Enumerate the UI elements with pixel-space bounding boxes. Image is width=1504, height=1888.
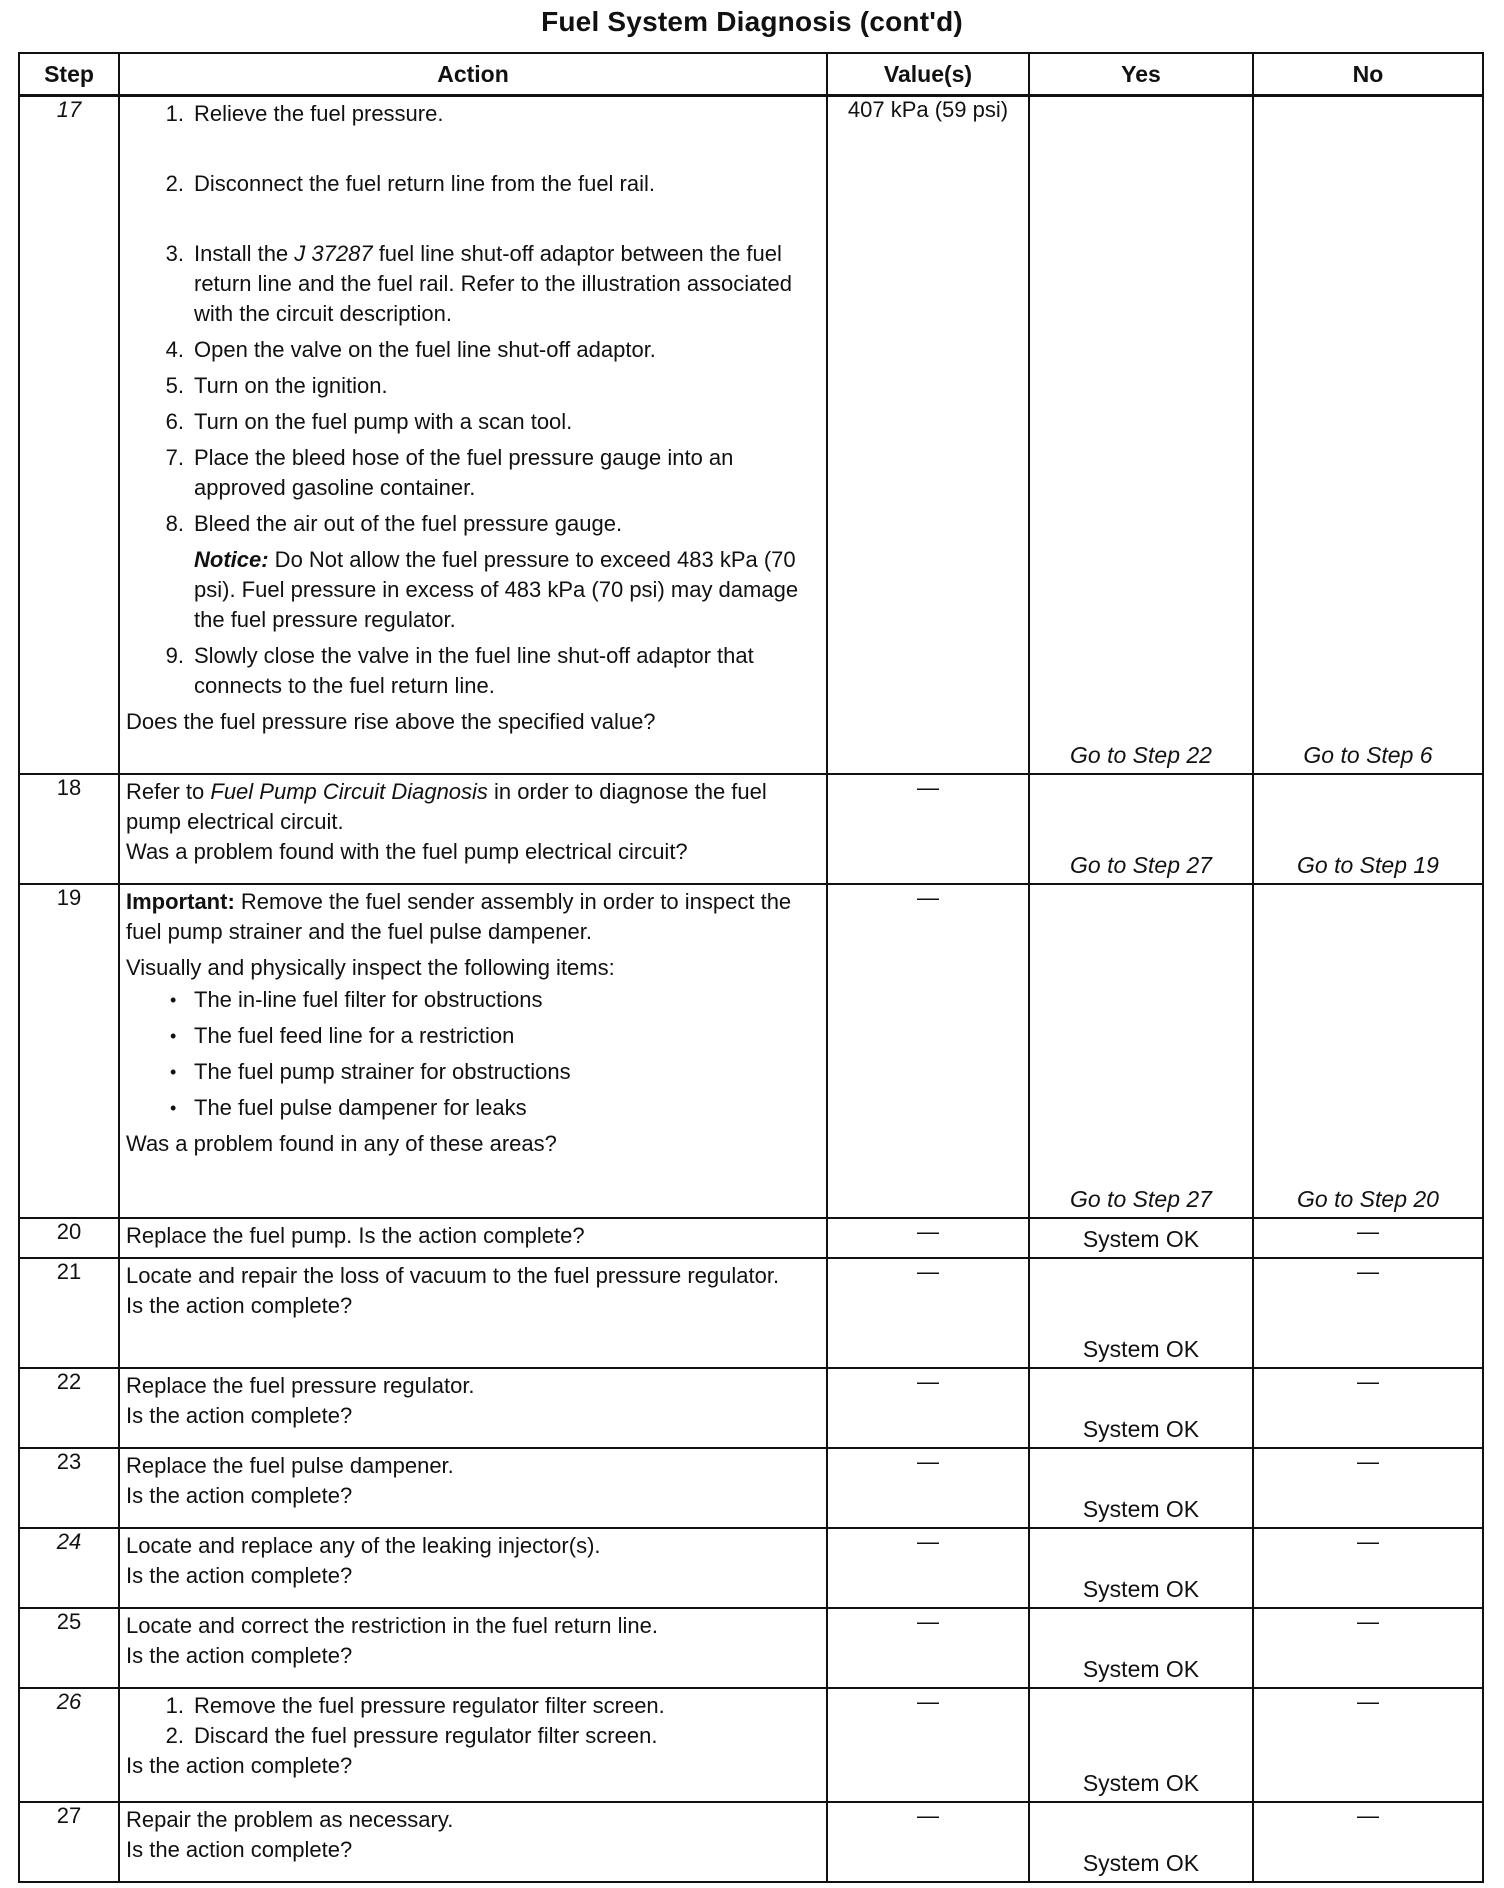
header-step: Step (19, 53, 119, 96)
action-cell (119, 774, 827, 884)
yes-cell (1029, 884, 1253, 1218)
yes-cell (1029, 1448, 1253, 1528)
yes-result: System OK (1082, 1495, 1200, 1522)
yes-cell (1029, 1368, 1253, 1448)
value-cell: — (827, 1608, 1029, 1688)
yes-cell (1029, 1528, 1253, 1608)
table-row (19, 1218, 1483, 1258)
step-question: Was a problem found in any of these areas? (126, 1130, 557, 1156)
step-number: 21 (19, 1258, 119, 1368)
step-number: 20 (19, 1218, 119, 1258)
action-text: Replace the fuel pulse dampener. (126, 1452, 454, 1478)
no-cell: — (1253, 1528, 1483, 1608)
notice-note: Notice: Do Not allow the fuel pressure to exceed 483 kPa (70 psi). Fuel pressure in excess of 483 kPa (70 psi) may damage the fuel pressure regulator. (194, 547, 799, 632)
inspect-intro: Visually and physically inspect the following items: (126, 954, 615, 980)
step-question: Does the fuel pressure rise above the specified value? (126, 709, 656, 734)
table-row (19, 1258, 1483, 1368)
list-item: • The fuel pulse dampener for leaks (126, 1093, 822, 1123)
action-text: Locate and repair the loss of vacuum to the fuel pressure regulator. (126, 1262, 780, 1288)
no-cell: — (1253, 1368, 1483, 1448)
yes-cell (1029, 1258, 1253, 1368)
table-row (19, 1802, 1483, 1882)
table-row (19, 1608, 1483, 1688)
list-item: 2. Discard the fuel pressure regulator filter screen. (165, 1722, 658, 1748)
yes-result: Go to Step 27 (1070, 851, 1212, 878)
action-cell (119, 1688, 827, 1802)
list-item: • The fuel feed line for a restriction (126, 1021, 822, 1051)
header-value: Value(s) (827, 53, 1029, 96)
header-action: Action (119, 53, 827, 96)
yes-result: System OK (1082, 1225, 1200, 1252)
action-text: Locate and replace any of the leaking injector(s). (126, 1532, 601, 1558)
step-question: Was a problem found with the fuel pump electrical circuit? (126, 838, 688, 864)
table-row (19, 1368, 1483, 1448)
action-cell (119, 1258, 827, 1368)
action-cell (119, 1218, 827, 1258)
table-row (19, 1528, 1483, 1608)
table-row (19, 1448, 1483, 1528)
list-item: 9. Slowly close the valve in the fuel line shut-off adaptor that connects to the fuel return line. (165, 643, 754, 698)
list-item: 1. Remove the fuel pressure regulator filter screen. (165, 1692, 665, 1718)
step-question: Is the action complete? (126, 1402, 353, 1428)
step-number: 24 (19, 1528, 119, 1608)
table-row (19, 96, 1483, 774)
step-question: Is the action complete? (126, 1292, 353, 1318)
table-row (19, 884, 1483, 1218)
yes-result: System OK (1082, 1575, 1200, 1602)
table-row (19, 774, 1483, 884)
yes-cell (1029, 96, 1253, 774)
action-text: Replace the fuel pressure regulator. (126, 1372, 475, 1398)
action-cell (119, 1802, 827, 1882)
action-text: Locate and correct the restriction in the fuel return line. (126, 1612, 658, 1638)
list-item: • The fuel pump strainer for obstructions (126, 1057, 822, 1087)
yes-cell (1029, 1802, 1253, 1882)
action-cell (119, 1528, 827, 1608)
page-title: Fuel System Diagnosis (cont'd) (541, 6, 963, 37)
step-number: 27 (19, 1802, 119, 1882)
action-cell (119, 1368, 827, 1448)
value-cell: — (827, 1258, 1029, 1368)
value-cell: — (827, 1802, 1029, 1882)
step-number: 17 (19, 96, 119, 774)
step-question: Is the action complete? (126, 1562, 353, 1588)
header-no: No (1253, 53, 1483, 96)
step-number: 19 (19, 884, 119, 1218)
yes-result: System OK (1082, 1849, 1200, 1876)
step-number: 23 (19, 1448, 119, 1528)
list-item: 8. Bleed the air out of the fuel pressure gauge. (165, 511, 623, 536)
no-cell (1253, 774, 1483, 884)
no-cell: — (1253, 1218, 1483, 1258)
no-result: Go to Step 6 (1303, 741, 1433, 768)
no-cell (1253, 96, 1483, 774)
action-cell (119, 1448, 827, 1528)
no-cell (1253, 884, 1483, 1218)
value-cell: — (827, 1528, 1029, 1608)
step-number: 22 (19, 1368, 119, 1448)
value-cell: — (827, 1688, 1029, 1802)
yes-result: Go to Step 22 (1070, 741, 1212, 768)
value-cell: — (827, 1218, 1029, 1258)
yes-result: System OK (1082, 1415, 1200, 1442)
no-cell: — (1253, 1258, 1483, 1368)
yes-result: System OK (1082, 1655, 1200, 1682)
list-item: • The in-line fuel filter for obstructions (126, 985, 822, 1015)
value-cell: — (827, 884, 1029, 1218)
list-item: 5. Turn on the ignition. (165, 373, 388, 398)
step-question: Is the action complete? (126, 1642, 353, 1668)
yes-cell (1029, 1608, 1253, 1688)
action-text: Replace the fuel pump. Is the action complete? (126, 1222, 585, 1248)
inspection-list (126, 985, 822, 1123)
list-item: 1. Relieve the fuel pressure. (165, 101, 444, 126)
list-item: 2. Disconnect the fuel return line from the fuel rail. (165, 171, 656, 196)
no-cell: — (1253, 1608, 1483, 1688)
list-item: 7. Place the bleed hose of the fuel pressure gauge into an approved gasoline container. (165, 445, 734, 500)
no-cell: — (1253, 1688, 1483, 1802)
yes-result: System OK (1082, 1769, 1200, 1796)
yes-result: Go to Step 27 (1070, 1185, 1212, 1212)
yes-cell (1029, 1218, 1253, 1258)
procedure-list (126, 99, 822, 539)
no-cell: — (1253, 1448, 1483, 1528)
action-text: Refer to Fuel Pump Circuit Diagnosis in order to diagnose the fuel pump electrical circuit. (126, 778, 767, 834)
important-note: Important: Remove the fuel sender assembly in order to inspect the fuel pump strainer and the fuel pulse dampener. (126, 888, 792, 944)
value-cell: — (827, 774, 1029, 884)
diagnosis-table (18, 52, 1484, 1883)
yes-result: System OK (1082, 1335, 1200, 1362)
yes-cell (1029, 1688, 1253, 1802)
step-question: Is the action complete? (126, 1482, 353, 1508)
action-cell (119, 1608, 827, 1688)
list-item: 3. Install the J 37287 fuel line shut-off adaptor between the fuel return line and the fuel rail. Refer to the illustration associated with the circuit description. (165, 241, 792, 326)
value-cell: — (827, 1448, 1029, 1528)
value-cell: — (827, 1368, 1029, 1448)
table-row (19, 1688, 1483, 1802)
list-item: 6. Turn on the fuel pump with a scan tool. (165, 409, 573, 434)
list-item: 4. Open the valve on the fuel line shut-off adaptor. (165, 337, 656, 362)
step-number: 26 (19, 1688, 119, 1802)
step-question: Is the action complete? (126, 1752, 353, 1778)
procedure-list (126, 1691, 822, 1751)
action-cell (119, 884, 827, 1218)
step-question: Is the action complete? (126, 1836, 353, 1862)
action-cell (119, 96, 827, 774)
step-number: 18 (19, 774, 119, 884)
no-cell: — (1253, 1802, 1483, 1882)
action-text: Repair the problem as necessary. (126, 1806, 454, 1832)
no-result: Go to Step 19 (1297, 851, 1439, 878)
yes-cell (1029, 774, 1253, 884)
value-cell: 407 kPa (59 psi) (827, 96, 1029, 774)
header-row (19, 53, 1483, 96)
header-yes: Yes (1029, 53, 1253, 96)
step-number: 25 (19, 1608, 119, 1688)
no-result: Go to Step 20 (1297, 1185, 1439, 1212)
